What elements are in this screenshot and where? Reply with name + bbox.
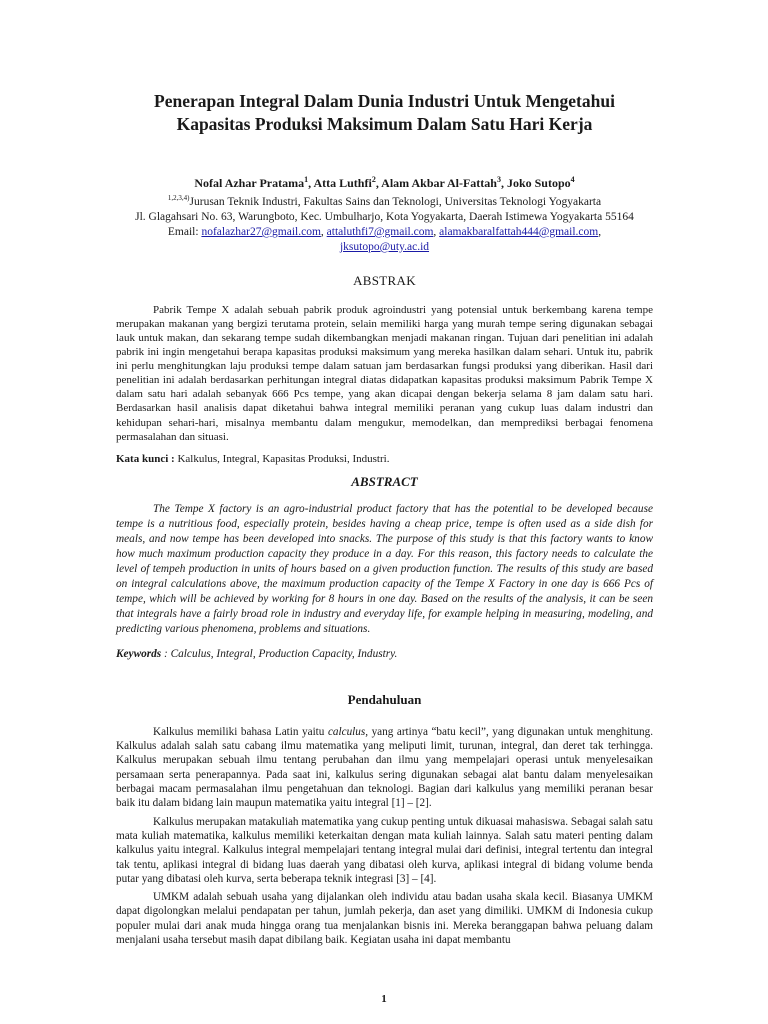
email-label: Email: (167, 225, 199, 238)
author-1-sup: 1 (304, 175, 309, 184)
affiliation-text: Jurusan Teknik Industri, Fakultas Sains dan Teknologi, Universitas Teknologi Yogyakarta (189, 195, 602, 208)
abstract-heading: ABSTRACT (351, 473, 418, 489)
abstract-section (116, 502, 653, 662)
kata-kunci-label: Kata kunci : (116, 452, 175, 465)
author-2: , Atta Luthfi (308, 176, 372, 190)
keywords (116, 647, 653, 662)
email-link-2[interactable]: attaluthfi7@gmail.com (326, 225, 434, 238)
section-heading-pendahuluan: Pendahuluan (347, 691, 422, 707)
email-line-1: Email: nofalazhar27@gmail.com, attaluthfi7@gmail.com, alamakbaralfattah444@gmail.com, (167, 225, 602, 238)
body-paragraph-3: UMKM adalah sebuah usaha yang dijalankan oleh individu atau badan usaha skala kecil. Biasanya UMKM dapat digolongkan melalui pendapatan per tahun, jumlah pekerja, dan aset yang dimiliki. UMKM di Indonesia cukup populer mulai dari anak muda hingga orang tua menjalankan bisnis ini. Mereka beranggapan bahwa peluang dalam menjalani usaha tersebut masih dapat dibilang baik. Kegiatan usaha ini dapat membantu (116, 891, 653, 947)
abstrak-heading: ABSTRAK (353, 272, 416, 288)
keywords-label: Keywords (116, 647, 162, 660)
keywords-text: : Calculus, Integral, Production Capacity, Industry. (161, 647, 398, 660)
kata-kunci-text: Kalkulus, Integral, Kapasitas Produksi, Industri. (177, 452, 390, 465)
author-4-sup: 4 (570, 175, 575, 184)
affiliation-line-1 (116, 191, 653, 210)
author-1: Nofal Azhar Pratama (194, 176, 305, 190)
pendahuluan-body (116, 725, 653, 947)
kata-kunci (116, 452, 653, 466)
email-link-1[interactable]: nofalazhar27@gmail.com (201, 225, 321, 238)
body-paragraph-2: Kalkulus merupakan matakuliah matematika yang cukup penting untuk dikuasai mahasiswa. Sebagai salah satu mata kuliah matematika, kalkulus memiliki keterkaitan dengan mata kuliah lainnya. Salah satu materi penting dalam kalkulus yaitu integral. Kalkulus integral mempelajari tentang integral mulai dari definisi, integral tertentu dan integral tak tentu, aplikasi integral di bidang luas daerah yang dibatasi oleh kurva, aplikasi integral di bidang volume benda putar yang dibatasi oleh kurva, serta beberapa teknik integrasi [3] – [4]. (116, 815, 653, 885)
title-line-1: Penerapan Integral Dalam Dunia Industri Untuk Mengetahui (154, 91, 615, 111)
author-3-sup: 3 (496, 175, 501, 184)
page-content (116, 90, 653, 947)
p1-text-a: Kalkulus memiliki bahasa Latin yaitu (153, 725, 328, 738)
email-link-4[interactable]: jksutopo@uty.ac.id (339, 240, 430, 253)
abstract-paragraph: The Tempe X factory is an agro-industrial product factory that has the potential to be developed because tempe is a nutritious food, especially protein, besides having a cheap price, tempe is often used as a side dish for meals, and now tempe has been developed into snacks. The purpose of this study is that this factory wants to know how much maximum production capacity they produce in a day. For this reason, this factory needs to calculate the level of tempeh production in units of hours based on a given production function. The results of this study are based on integral calculations above, the maximum production capacity of the Tempe X Factory in one day is 666 Pcs of tempe, which will be achieved by working for 8 hours in one day. Based on the results of the analysis, it can be seen that integrals have a fairly broad role in industry and everyday life, for example helping in measuring, modeling, and predicting various phenomena, problems and situations. (116, 502, 653, 635)
p1-italic: calculus, (327, 725, 369, 738)
abstrak-section (116, 303, 653, 466)
title-line-2: Kapasitas Produksi Maksimum Dalam Satu Hari Kerja (176, 114, 593, 134)
author-3: , Alam Akbar Al-Fattah (375, 176, 497, 190)
page-number: 1 (381, 993, 387, 1005)
author-4: , Joko Sutopo (500, 176, 571, 190)
email-link-3[interactable]: alamakbaralfattah444@gmail.com (439, 225, 599, 238)
affiliation-sup: 1,2,3,4) (167, 194, 190, 202)
author-2-sup: 2 (371, 175, 376, 184)
email-line-2 (116, 240, 653, 255)
body-paragraph-1 (116, 725, 653, 811)
affiliation-address: Jl. Glagahsari No. 63, Warungboto, Kec. Umbulharjo, Kota Yogyakarta, Daerah Istimewa Yogyakarta 55164 (135, 210, 634, 223)
author-list (116, 172, 653, 191)
paper-title (116, 90, 653, 136)
abstrak-paragraph: Pabrik Tempe X adalah sebuah pabrik produk agroindustri yang potensial untuk berkembang karena tempe merupakan makanan yang bergizi terutama protein, selain memiliki harga yang murah tempe sering digunakan sebagai lauk untuk makan, dan sekarang tempe sudah dikembangkan menjadi makanan ringan. Tujuan dari penelitian ini adalah pabrik ini ingin mengetahui berapa kapasitas produksi maksimum yang mereka hasilkan dalam sehari. Untuk itu, pabrik ini perlu menghitungkan laju produksi tempe dalam satuan jam berdasarkan fungsi produksi yang diberikan. Hasil dari penelitian ini adalah berdasarkan perhitungan integral diatas didapatkan kapasitas produksi maksimum Pabrik Tempe X dalam satu hari adalah sebanyak 666 Pcs tempe, yang akan dicapai dengan bekerja selama 8 jam dalam satu hari. Berdasarkan hasil analisis dapat diketahui bahwa integral memiliki peranan yang cukup luas dalam industri dan kehidupan sehari-hari, misalnya membantu dalam mengukur, memodelkan, dan memprediksi berbagai fenomena permasalahan dan situasi. (116, 303, 653, 443)
p1-text-b: yang artinya “batu kecil”, yang digunakan untuk menghitung. Kalkulus adalah salah satu cabang ilmu matematika yang meliputi limit, turunan, integral, dan deret tak terhingga. Kalkulus merupakan sebuah ilmu tentang perubahan dan ilmu yang mempelajari operasi untuk menyelesaikan persamaan serta penerapannya. Pada saat ini, kalkulus sering digunakan sebagai alat bantu dalam menyelesaikan berbagai macam permasalahan ilmu pengetahuan dan teknologi. Bagian dari kalkulus yang memiliki peranan besar baik itu dalam bidang lain maupun matematika yaitu integral [1] – [2]. (116, 725, 653, 810)
